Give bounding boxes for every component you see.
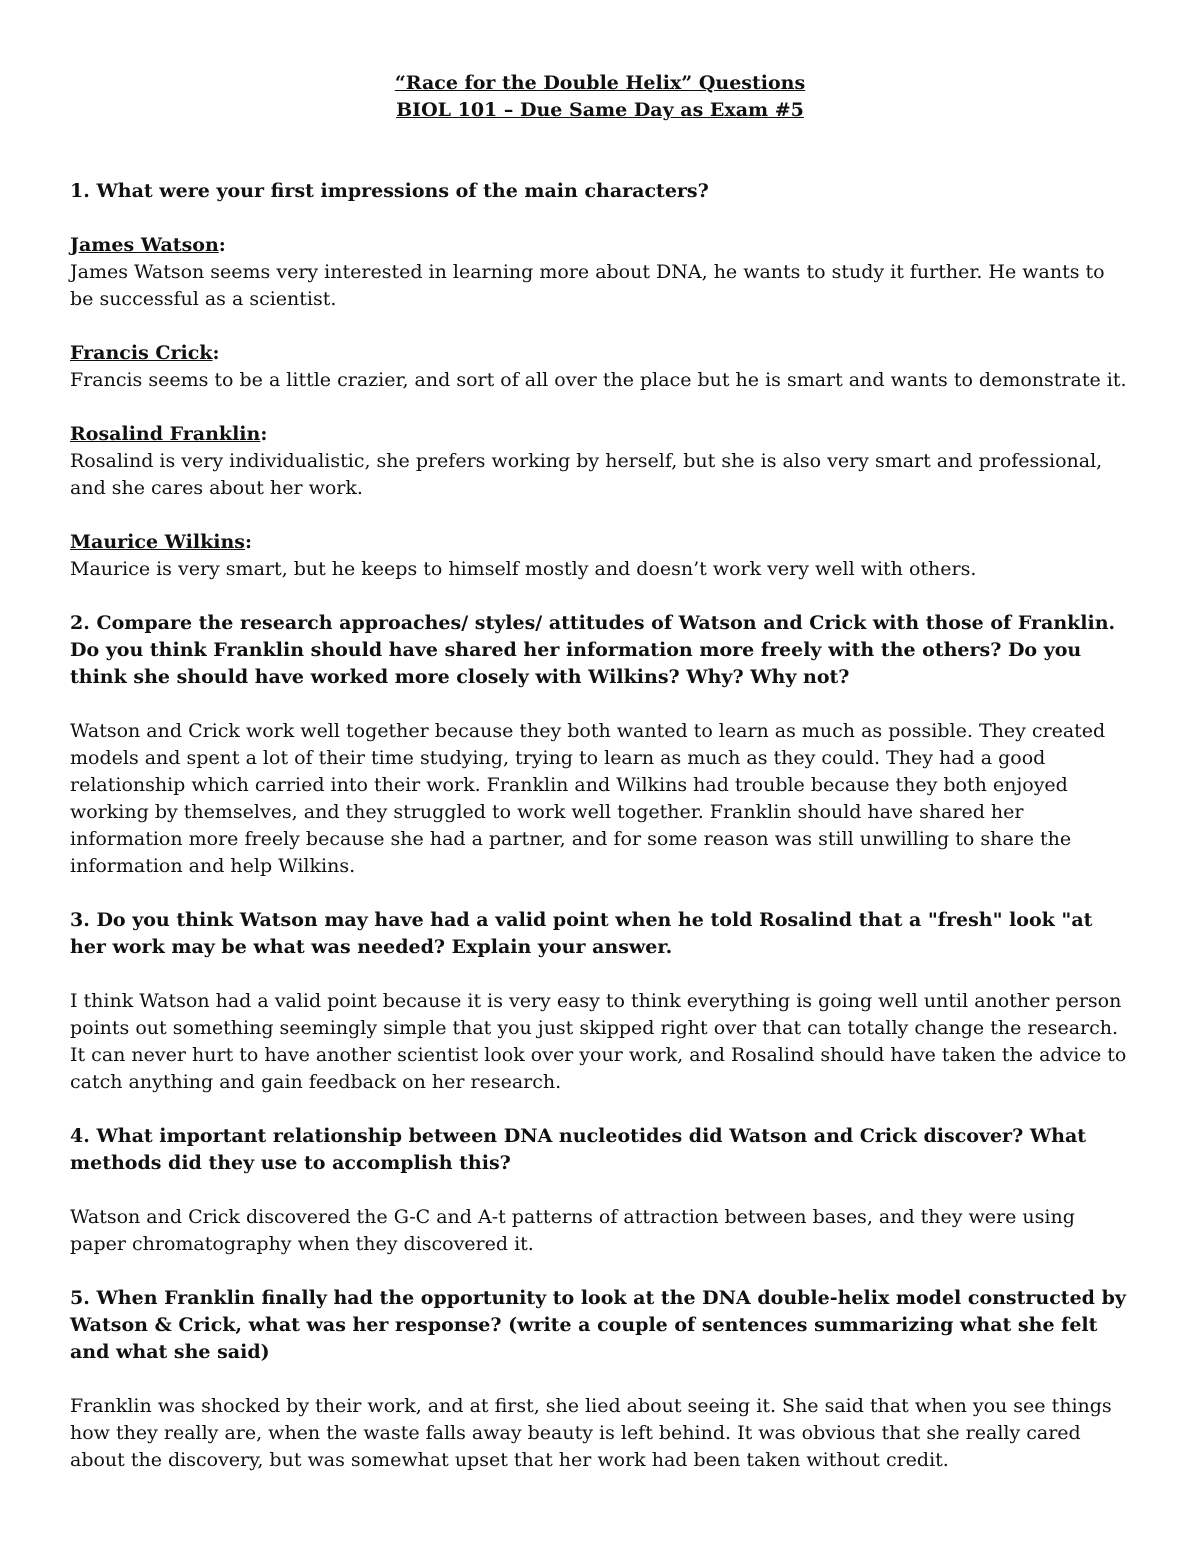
document-subtitle: BIOL 101 – Due Same Day as Exam #5 bbox=[396, 99, 804, 121]
character-heading: James Watson: bbox=[70, 234, 226, 256]
question-4: 4. What important relationship between DNA nucleotides did Watson and Crick discover? What methods did they use to accomplish this? bbox=[70, 1125, 1087, 1174]
character-name: Francis Crick bbox=[70, 342, 213, 364]
question-2: 2. Compare the research approaches/ styles/ attitudes of Watson and Crick with those of Franklin. Do you think Franklin should have shared her information more freely with the others? Do you think she should have worked more closely with Wilkins? Why? Why not? bbox=[70, 612, 1116, 688]
character-description: Rosalind is very individualistic, she prefers working by herself, but she is also very smart and professional, and she cares about her work. bbox=[70, 450, 1103, 499]
question-1: 1. What were your first impressions of the main characters? bbox=[70, 180, 709, 202]
character-entry-wilkins bbox=[70, 529, 1130, 583]
document-title: “Race for the Double Helix” Questions bbox=[394, 72, 806, 94]
character-description: Francis seems to be a little crazier, and sort of all over the place but he is smart and wants to demonstrate it. bbox=[70, 369, 1127, 391]
character-description: James Watson seems very interested in learning more about DNA, he wants to study it further. He wants to be successful as a scientist. bbox=[70, 261, 1105, 310]
character-name: Maurice Wilkins bbox=[70, 531, 245, 553]
answer-5: Franklin was shocked by their work, and at first, she lied about seeing it. She said that when you see things how they really are, when the waste falls away beauty is left behind. It was obvious that she really cared about the discovery, but was somewhat upset that her work had been taken without credit. bbox=[70, 1395, 1112, 1471]
character-name: James Watson bbox=[70, 234, 219, 256]
character-entry-franklin bbox=[70, 421, 1130, 502]
character-name: Rosalind Franklin bbox=[70, 423, 261, 445]
answer-3: I think Watson had a valid point because it is very easy to think everything is going well until another person points out something seemingly simple that you just skipped right over that can totally change the research. It can never hurt to have another scientist look over your work, and Rosalind should have taken the advice to catch anything and gain feedback on her research. bbox=[70, 990, 1127, 1093]
character-entry-crick bbox=[70, 340, 1130, 394]
character-heading: Maurice Wilkins: bbox=[70, 531, 253, 553]
question-5: 5. When Franklin finally had the opportunity to look at the DNA double-helix model constructed by Watson & Crick, what was her response? (write a couple of sentences summarizing what she felt and what she said) bbox=[70, 1287, 1126, 1363]
character-heading: Francis Crick: bbox=[70, 342, 220, 364]
answer-4: Watson and Crick discovered the G-C and A-t patterns of attraction between bases, and they were using paper chromatography when they discovered it. bbox=[70, 1206, 1075, 1255]
document-body bbox=[70, 70, 1130, 1474]
character-description: Maurice is very smart, but he keeps to himself mostly and doesn’t work very well with others. bbox=[70, 558, 977, 580]
answer-2: Watson and Crick work well together because they both wanted to learn as much as possible. They created models and spent a lot of their time studying, trying to learn as much as they could. They had a good relationship which carried into their work. Franklin and Wilkins had trouble because they both enjoyed working by themselves, and they struggled to work well together. Franklin should have shared her information more freely because she had a partner, and for some reason was still unwilling to share the information and help Wilkins. bbox=[70, 720, 1106, 877]
question-3: 3. Do you think Watson may have had a valid point when he told Rosalind that a "fresh" look "at her work may be what was needed? Explain your answer. bbox=[70, 909, 1093, 958]
character-heading: Rosalind Franklin: bbox=[70, 423, 268, 445]
character-entry-watson bbox=[70, 232, 1130, 313]
